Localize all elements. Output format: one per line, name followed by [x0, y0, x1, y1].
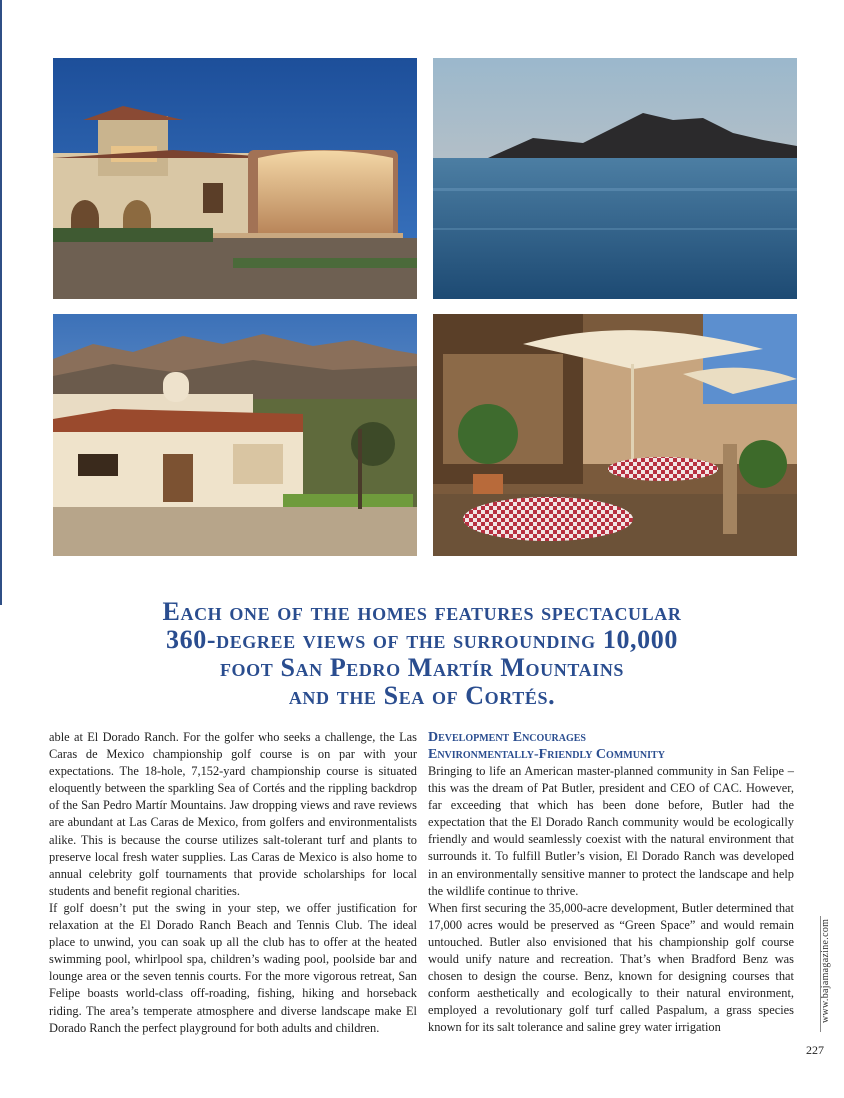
left-column — [49, 729, 417, 1037]
pullquote-line-3: foot San Pedro Martír Mountains — [219, 653, 625, 682]
photo-villa-mountains — [53, 314, 417, 556]
right-paragraph-1: Bringing to life an American master-planned community in San Felipe – this was the dream of Pat Butler, president and CEO of CAC. However, far exceeding that which has been done before, Butler had the expectation that the El Dorado Ranch community would be ecologically friendly and would seamlessly coexist with the natural environment that surrounds it. To fulfill Butler’s vision, El Dorado Ranch was developed in an environmentally sensitive manner to protect the landscape and help the wildlife continue to thrive. — [428, 764, 794, 898]
left-paragraph-2: If golf doesn’t put the swing in your step, we offer justification for relaxation at the El Dorado Ranch Beach and Tennis Club. The ideal place to unwind, you can soak up all the club has to offer at the heated swimming pool, whirlpool spa, children’s wading pool, poolside bar and lounge area or the seven tennis courts. For the more vigorous retreat, San Felipe boasts world-class off-roading, fishing, hiking and horseback riding. The area’s temperate atmosphere and diverse landscape make El Dorado Ranch the perfect playground for both adults and children. — [49, 900, 417, 1035]
pullquote — [60, 598, 784, 710]
photo-patio-dining — [433, 314, 797, 556]
pullquote-line-1: Each one of the homes features spectacular — [162, 597, 682, 626]
pullquote-line-2: 360-degree views of the surrounding 10,000 — [166, 625, 678, 654]
left-edge-rule — [0, 0, 2, 605]
photo-sea-island — [433, 58, 797, 299]
right-column — [428, 729, 794, 1037]
page-number: 227 — [806, 1043, 824, 1057]
section-subhead-line-2: Environmentally-Friendly Community — [428, 747, 665, 762]
pullquote-line-4: and the Sea of Cortés. — [288, 681, 556, 710]
photo-clubhouse-fountain — [53, 58, 417, 299]
right-paragraph-2: When first securing the 35,000-acre development, Butler determined that 17,000 acres would be preserved as “Green Space” and would remain untouched. Butler also envisioned that his championship golf course would unify nature and recreation. That’s when Bradford Benz was chosen to design the course. Benz, known for designing courses that conform aesthetically and ecologically to their natural environment, employed a revolutionary golf turf called Paspalum, a grass species known for its salt tolerance and saline grey water irrigation — [428, 900, 794, 1035]
left-paragraph-1: able at El Dorado Ranch. For the golfer who seeks a challenge, the Las Caras de Mexico championship golf course is on par with your expectations. The 18-hole, 7,152-yard championship course is situated eloquently between the sparkling Sea of Cortés and the rippling backdrop of the San Pedro Martír Mountains. Jaw dropping views and rave reviews are abundant at Las Caras de Mexico, from golfers and environmentalists alike. This is because the course utilizes salt-tolerant turf and plants to preserve local fresh water supplies. Las Caras de Mexico is also home to annual celebrity golf tournaments that provide scholarships for local students and benefit regional charities. — [49, 730, 417, 898]
footer-url: www.bajamagazine.com — [820, 918, 831, 1023]
section-subhead-line-1: Development Encourages — [428, 730, 586, 745]
